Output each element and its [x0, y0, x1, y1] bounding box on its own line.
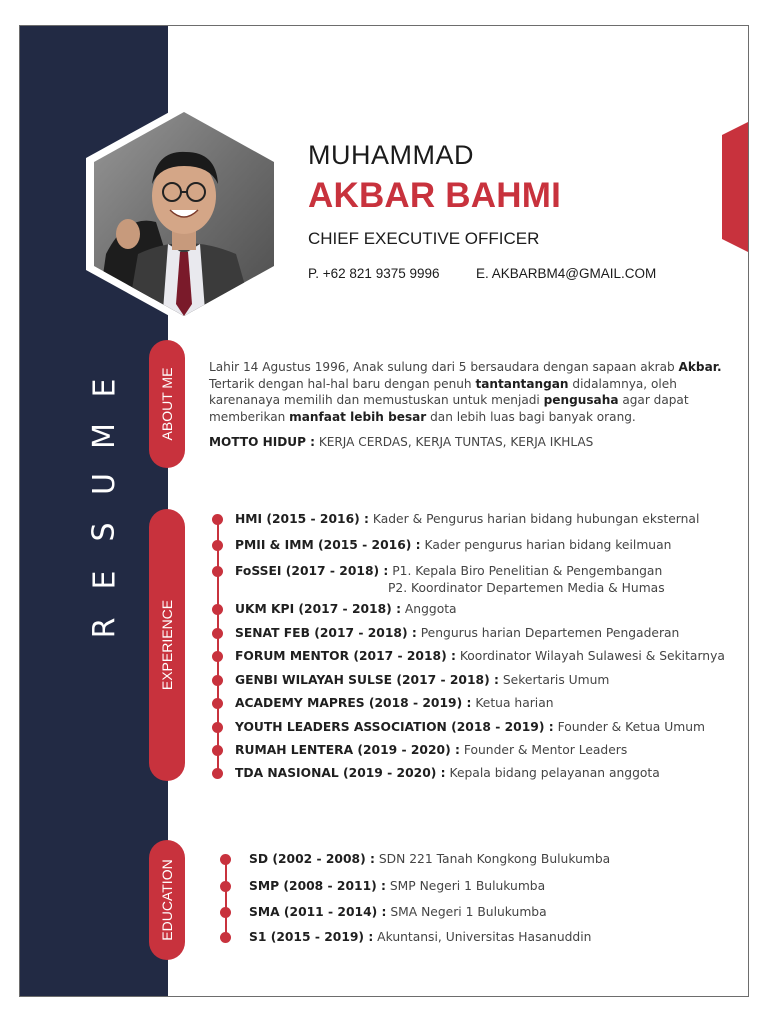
- about-text-segment: Lahir 14 Agustus 1996, Anak sulung dari 5 bersaudara dengan sapaan akrab: [209, 360, 679, 374]
- experience-desc-continued: P2. Koordinator Departemen Media & Humas: [388, 581, 665, 595]
- education-desc: SMP Negeri 1 Bulukumba: [385, 879, 546, 893]
- education-item: [249, 852, 610, 866]
- about-text-bold: manfaat lebih besar: [289, 409, 427, 424]
- experience-desc: Sekertaris Umum: [498, 673, 610, 687]
- about-me-tab: [149, 340, 185, 468]
- experience-item: [235, 602, 457, 616]
- timeline-dot: [212, 768, 223, 779]
- education-timeline: [225, 860, 227, 938]
- experience-title: FoSSEI (2017 - 2018) :: [235, 564, 389, 578]
- about-me-label: ABOUT ME: [159, 367, 175, 441]
- education-title: SMP (2008 - 2011) :: [249, 879, 386, 893]
- experience-item: [235, 649, 725, 663]
- education-title: S1 (2015 - 2019) :: [249, 930, 374, 944]
- education-label: EDUCATION: [159, 859, 175, 941]
- motto-label: MOTTO HIDUP :: [209, 435, 315, 449]
- experience-desc: Koordinator Wilayah Sulawesi & Sekitarnya: [455, 649, 725, 663]
- experience-title: RUMAH LENTERA (2019 - 2020) :: [235, 743, 460, 757]
- timeline-dot: [212, 514, 223, 525]
- experience-item: [235, 564, 662, 578]
- timeline-dot: [212, 722, 223, 733]
- experience-desc: Kader pengurus harian bidang keilmuan: [420, 538, 672, 552]
- last-name: AKBAR BAHMI: [308, 176, 562, 215]
- timeline-dot: [212, 604, 223, 615]
- experience-item: [235, 766, 660, 780]
- experience-timeline: [217, 519, 219, 775]
- experience-title: UKM KPI (2017 - 2018) :: [235, 602, 401, 616]
- education-item: [249, 930, 591, 944]
- about-text-segment: Tertarik dengan hal-hal baru dengan penuh: [209, 376, 476, 391]
- motto-line: [209, 435, 593, 449]
- experience-label: EXPERIENCE: [159, 599, 175, 691]
- resume-vertical-title: [86, 364, 136, 652]
- profile-photo: [86, 104, 282, 324]
- experience-title: ACADEMY MAPRES (2018 - 2019) :: [235, 696, 472, 710]
- education-desc: SDN 221 Tanah Kongkong Bulukumba: [374, 852, 611, 866]
- resume-letter: R: [86, 617, 122, 639]
- education-title: SD (2002 - 2008) :: [249, 852, 375, 866]
- experience-desc: Pengurus harian Departemen Pengaderan: [416, 626, 680, 640]
- timeline-dot: [220, 932, 231, 943]
- education-desc: SMA Negeri 1 Bulukumba: [386, 905, 547, 919]
- experience-title: FORUM MENTOR (2017 - 2018) :: [235, 649, 456, 663]
- experience-item: [235, 673, 609, 687]
- education-item: [249, 905, 547, 919]
- about-text-bold: Akbar.: [678, 360, 722, 374]
- experience-item: [235, 626, 679, 640]
- experience-desc: P1. Kepala Biro Penelitian & Pengembangan: [388, 564, 663, 578]
- experience-item: [235, 512, 699, 526]
- experience-title: GENBI WILAYAH SULSE (2017 - 2018) :: [235, 673, 499, 687]
- timeline-dot: [220, 854, 231, 865]
- about-me-text: [209, 359, 729, 425]
- about-text-segment: didalamnya, oleh karenanaya memilih dan memustuskan untuk menjadi: [209, 376, 677, 407]
- first-name: MUHAMMAD: [308, 140, 474, 170]
- resume-letter: S: [86, 522, 122, 542]
- email-address: E. AKBARBM4@GMAIL.COM: [476, 266, 657, 281]
- resume-letter: E: [87, 570, 122, 590]
- phone-number: P. +62 821 9375 9996: [308, 266, 440, 281]
- experience-title: TDA NASIONAL (2019 - 2020) :: [235, 766, 446, 780]
- resume-letter: U: [87, 473, 122, 495]
- timeline-dot: [220, 907, 231, 918]
- experience-desc: Kader & Pengurus harian bidang hubungan eksternal: [368, 512, 700, 526]
- education-desc: Akuntansi, Universitas Hasanuddin: [373, 930, 592, 944]
- resume-page: [19, 25, 749, 997]
- experience-title: HMI (2015 - 2016) :: [235, 512, 369, 526]
- education-item: [249, 879, 545, 893]
- experience-title: YOUTH LEADERS ASSOCIATION (2018 - 2019) :: [235, 720, 554, 734]
- timeline-dot: [212, 745, 223, 756]
- timeline-dot: [212, 628, 223, 639]
- experience-item: [235, 538, 671, 552]
- resume-letter: E: [87, 378, 122, 398]
- experience-desc: Founder & Mentor Leaders: [459, 743, 628, 757]
- experience-item: [235, 720, 705, 734]
- experience-title: PMII & IMM (2015 - 2016) :: [235, 538, 421, 552]
- timeline-dot: [212, 540, 223, 551]
- timeline-dot: [212, 698, 223, 709]
- resume-letter: M: [86, 423, 122, 449]
- about-text-segment: dan lebih luas bagi banyak orang.: [426, 409, 636, 424]
- timeline-dot: [212, 566, 223, 577]
- timeline-dot: [212, 651, 223, 662]
- motto-text: KERJA CERDAS, KERJA TUNTAS, KERJA IKHLAS: [314, 435, 594, 449]
- job-title: CHIEF EXECUTIVE OFFICER: [308, 229, 540, 248]
- experience-title: SENAT FEB (2017 - 2018) :: [235, 626, 417, 640]
- education-tab: [149, 840, 185, 960]
- experience-desc: Kepala bidang pelayanan anggota: [445, 766, 660, 780]
- experience-tab: [149, 509, 185, 781]
- experience-item: [235, 696, 554, 710]
- experience-desc: Founder & Ketua Umum: [553, 720, 705, 734]
- about-text-bold: tantantangan: [475, 376, 569, 391]
- accent-tab: [722, 122, 748, 252]
- education-title: SMA (2011 - 2014) :: [249, 905, 387, 919]
- timeline-dot: [212, 675, 223, 686]
- experience-desc: Anggota: [400, 602, 457, 616]
- about-text-segment: agar dapat memberikan: [209, 393, 689, 424]
- timeline-dot: [220, 881, 231, 892]
- experience-item: [235, 743, 627, 757]
- experience-desc: Ketua harian: [471, 696, 554, 710]
- about-text-bold: pengusaha: [543, 393, 619, 407]
